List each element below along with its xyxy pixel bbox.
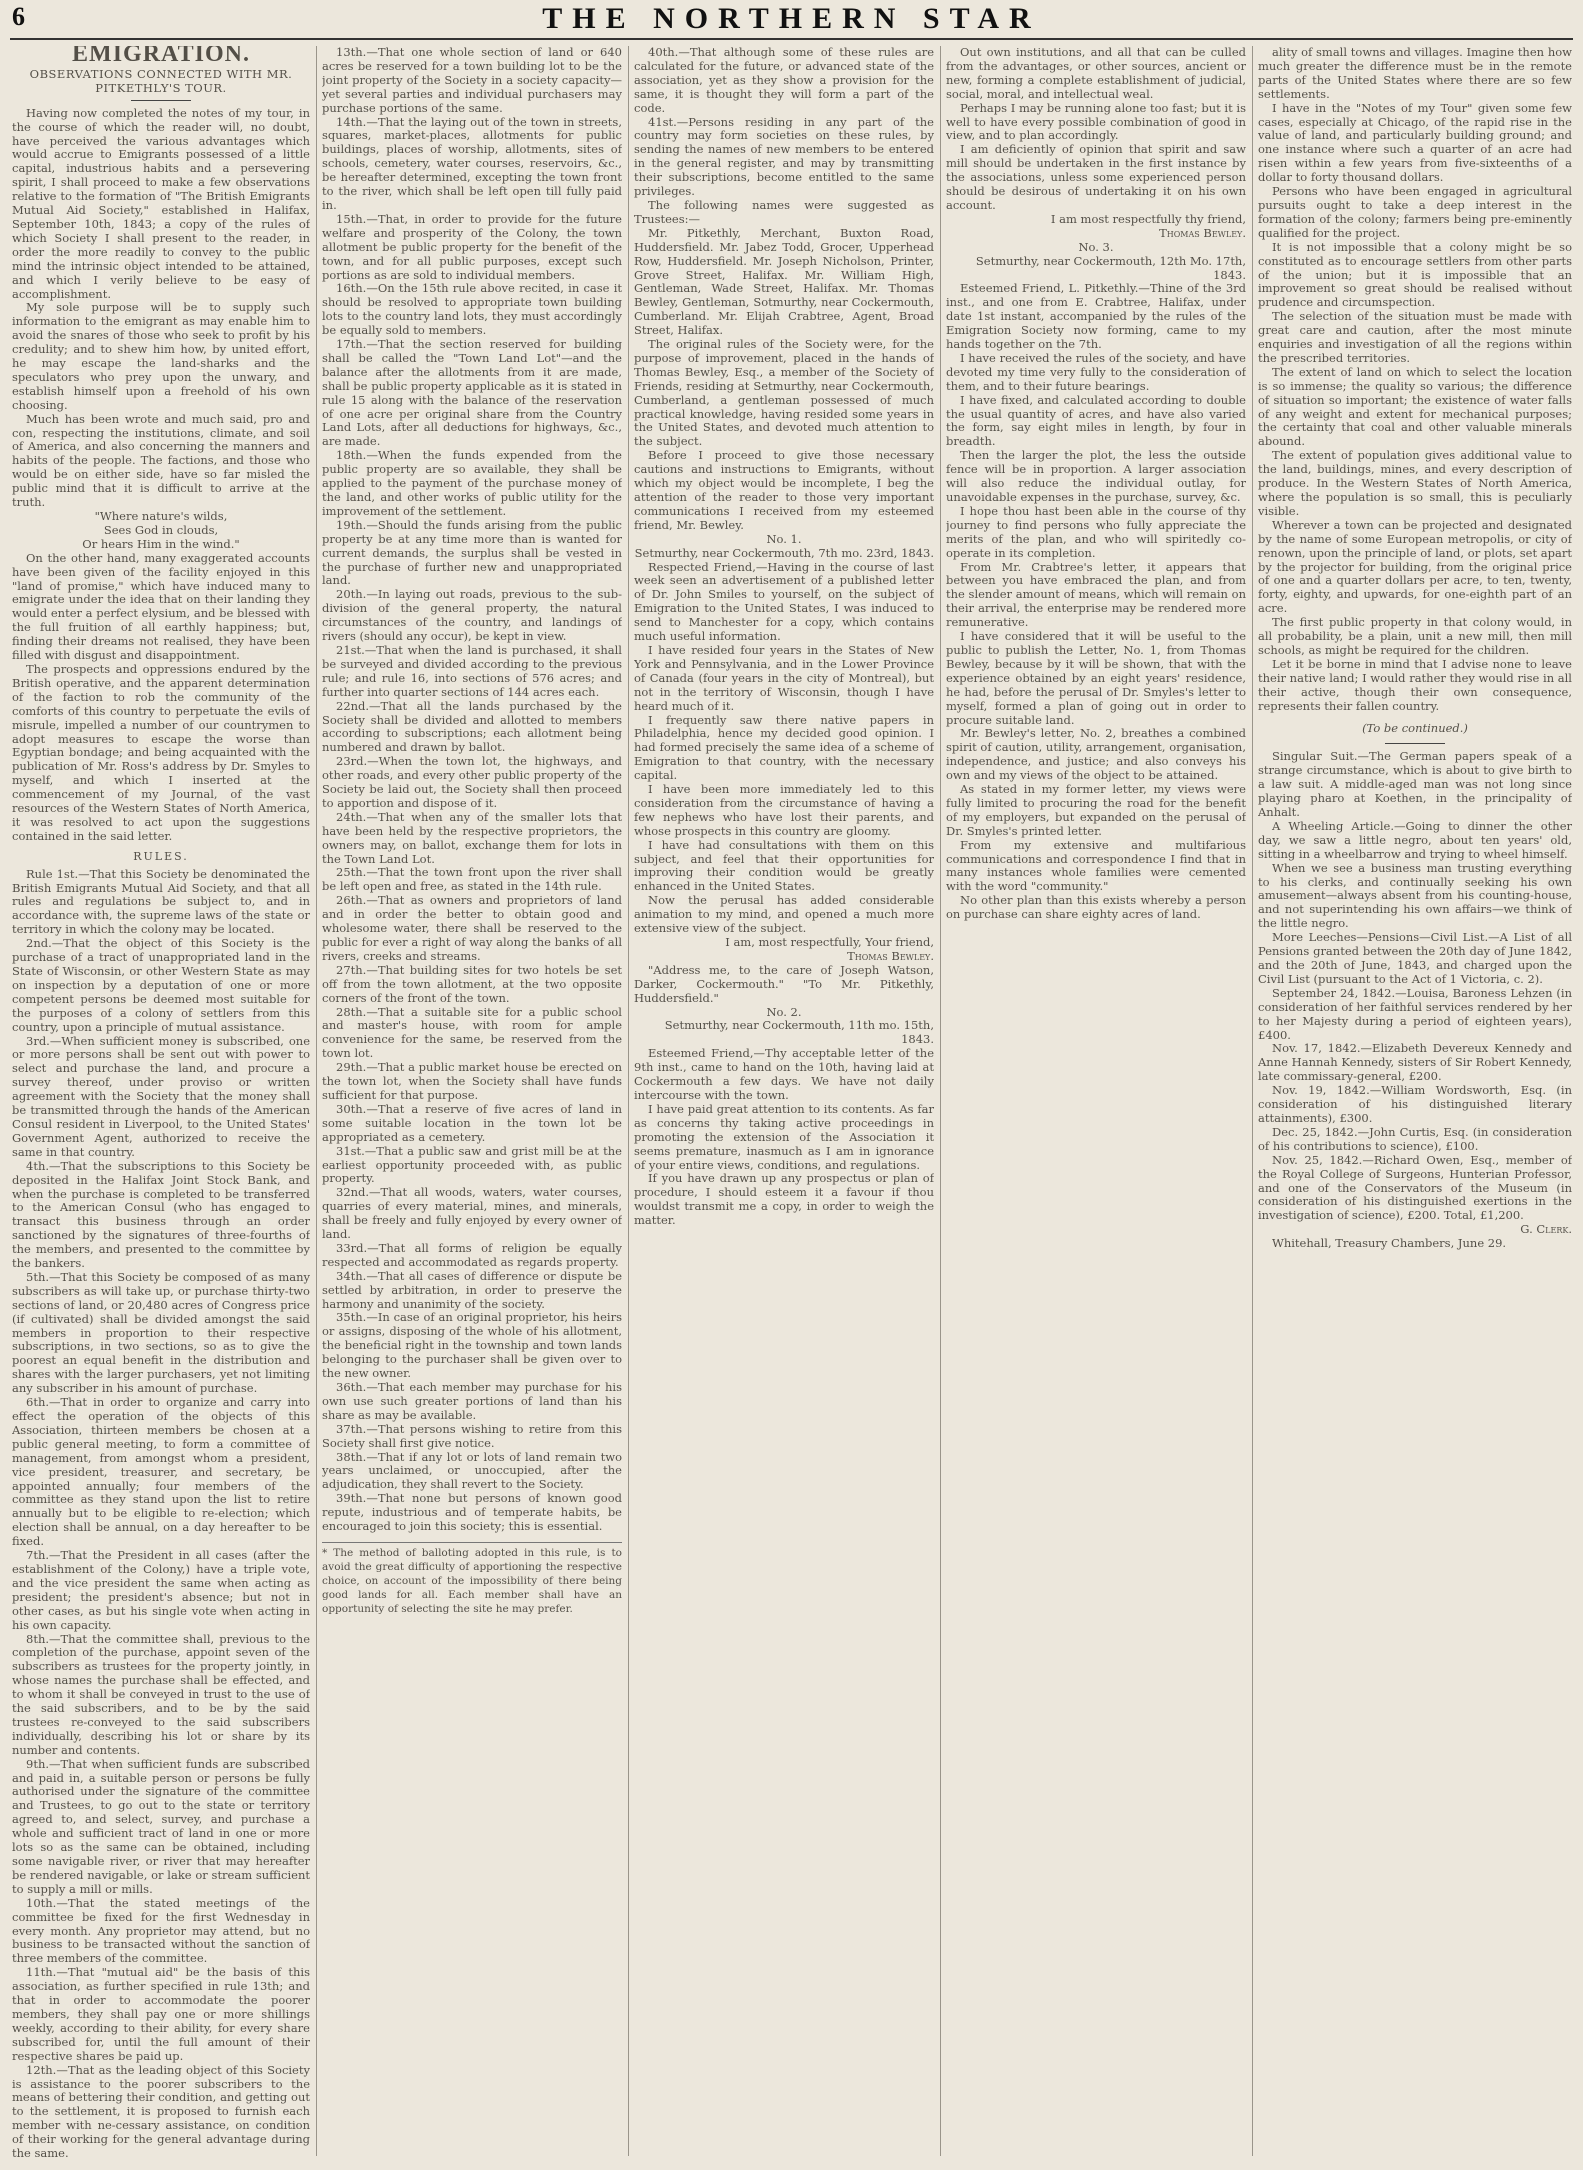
rule-item: 9th.—That when sufficient funds are subscribed and paid in, a suitable person or persons be fully authorised under the signature of the committee and Trustees, to go out to the state or territory agreed to, and select, survey, and purchase a whole and sufficient tract of land in one or more lots so as the same can be obtained, including some navigable river, or river that may hereafter be rendered navigable, or lake or stream sufficient to supply a mill or mills. bbox=[12, 1756, 310, 1896]
paragraph: My sole purpose will be to supply such information to the emigrant as may enable him to avoid the snares of those who seek to profit by his credulity; and to shew him how, by united effort, he may escape the land-sharks and the speculators who prey upon the unwary, and establish himself upon a freehold of his own choosing. bbox=[12, 300, 310, 412]
rule-item: 27th.—That building sites for two hotels be set off from the town allotment, at the two opposite corners of the front of the town. bbox=[322, 962, 622, 1005]
column-3 bbox=[634, 46, 934, 2160]
rule-item: 32nd.—That all woods, waters, water courses, quarries of every material, mines, and minerals, shall be freely and fully enjoyed by every owner of land. bbox=[322, 1185, 622, 1242]
letter-closing: I am, most respectfully, Your friend, bbox=[725, 935, 934, 949]
footnote: * The method of balloting adopted in this rule, is to avoid the great difficulty of apportioning the respective choice, on account of the impossibility of there being good lands for all. Each member shall have an opportunity of selecting the site he may prefer. bbox=[322, 1542, 622, 1617]
rule-item: 7th.—That the President in all cases (after the establishment of the Colony,) have a triple vote, and the vice president the same when acting as president; the president's absence; but not in other cases, as but his single vote when acting in his own capacity. bbox=[12, 1548, 310, 1632]
paragraph: The selection of the situation must be made with great care and caution, after the most minute enquiries and investigation of all the regions within the prescribed territories. bbox=[1258, 309, 1572, 365]
rule-item: 33rd.—That all forms of religion be equally respected and accommodated as regards property. bbox=[322, 1240, 622, 1269]
letter-paragraph: I frequently saw there native papers in Philadelphia, hence my decided good opinion. I had formed precisely the same idea of a scheme of Emigration to that country, with the necessary capital. bbox=[634, 712, 934, 783]
paragraph: It is not impossible that a colony might be so constituted as to encourage settlers from other parts of the union; but it is impossible that an improvement so great should be realised without prudence and circumspection. bbox=[1258, 239, 1572, 310]
column-1 bbox=[12, 46, 310, 2160]
letter-paragraph: From Mr. Crabtree's letter, it appears that between you have embraced the plan, and from the slender amount of means, which will remain on their arrival, the enterprise may be rendered more remunerative. bbox=[946, 559, 1246, 630]
letter-paragraph: If you have drawn up any prospectus or plan of procedure, I should esteem it a favour if thou wouldst transmit me a copy, in order to weigh the matter. bbox=[634, 1171, 934, 1228]
letter-paragraph: Esteemed Friend,—Thy acceptable letter of the 9th inst., came to hand on the 10th, having laid at Cockermouth a few days. We have not daily intercourse with the town. bbox=[634, 1046, 934, 1102]
rule-item: 34th.—That all cases of difference or dispute be settled by arbitration, in order to preserve the harmony and unanimity of the society. bbox=[322, 1268, 622, 1311]
rule-item: 35th.—In case of an original proprietor, his heirs or assigns, disposing of the whole of his allotment, the beneficial right in the township and town lands belonging to the purchaser shall be given over to the new owner. bbox=[322, 1310, 622, 1381]
paragraph: I have considered that it will be useful to the public to publish the Letter, No. 1, from Thomas Bewley, because by it will be shown, that with the experience obtained by an eight years' residence, he had, before the perusal of Dr. Smyles's letter to myself, formed a plan of going out in order to procure suitable land. bbox=[946, 629, 1246, 727]
pension-entry: Dec. 25, 1842.—John Curtis, Esq. (in consideration of his contributions to science), £100. bbox=[1258, 1124, 1572, 1153]
paragraph: Much has been wrote and much said, pro and con, respecting the institutions, climate, and soil of America, and also concerning the manners and habits of the people. The factions, and those who would be on either side, have so far misled the public mind that it is difficult to arrive at the truth. bbox=[12, 411, 310, 510]
rule-item: 6th.—That in order to organize and carry into effect the operation of the objects of this Association, thirteen members be chosen at a public general meeting, to form a committee of management, from amongst whom a president, vice president, treasurer, and secretary, be appointed annually; four members of the committee as they stand upon the list to retire annually but to be eligible to re-election; which election shall be annual, on a day hereafter to be fixed. bbox=[12, 1395, 310, 1549]
rule-item: 31st.—That a public saw and grist mill be at the earliest opportunity proceeded with, as public property. bbox=[322, 1143, 622, 1186]
column-5 bbox=[1258, 46, 1572, 2160]
rule-item: 12th.—That as the leading object of this Society is assistance to the poorer subscribers to the means of bettering their condition, and getting out to the settlement, it is proposed to furnish each member with ne-cessary assistance, on condition of their working for the general advantage during the same. bbox=[12, 2062, 310, 2160]
rule-item: 19th.—Should the funds arising from the public property be at any time more than is wanted for current demands, the surplus shall be vested in the purchase of further new and unappropriated land. bbox=[322, 517, 622, 588]
section-heading: EMIGRATION. bbox=[72, 46, 250, 67]
paragraph: As stated in my former letter, my views were fully limited to procuring the road for the benefit of my employers, but expanded on the perusal of Dr. Smyles's printed letter. bbox=[946, 782, 1246, 838]
dateline: Whitehall, Treasury Chambers, June 29. bbox=[1272, 1236, 1507, 1251]
letter-dateline: Setmurthy, near Cockermouth, 7th mo. 23rd, 1843. bbox=[634, 545, 934, 560]
letter-paragraph: I have had consultations with them on this subject, and feel that their opportunities for improving their condition would be greatly enhanced in the United States. bbox=[634, 837, 934, 894]
pension-entry: Nov. 19, 1842.—William Wordsworth, Esq. (in consideration of his distinguished literary attainments), £300. bbox=[1258, 1083, 1572, 1125]
rule-item: 22nd.—That all the lands purchased by the Society shall be divided and allotted to members according to subscriptions; each allotment being numbered and drawn by ballot. bbox=[322, 698, 622, 755]
letter-paragraph: I have been more immediately led to this consideration from the circumstance of having a few nephews who have lost their parents, and whose prospects in this country are gloomy. bbox=[634, 782, 934, 838]
column-separator bbox=[628, 46, 629, 2156]
rule-item: 5th.—That this Society be composed of as many subscribers as will take up, or purchase thirty-two sections of land, or 20,480 acres of Congress price (if cultivated) shall be divided amongst the said members in proportion to their respective subscriptions, in two sections, so as to give the poorest an equal benefit in the distribution and shares with the larger purchasers, yet not limiting any subscriber in his amount of purchase. bbox=[12, 1269, 310, 1396]
rule-item: 36th.—That each member may purchase for his own use such greater portions of land than his share as may be available. bbox=[322, 1380, 622, 1422]
letter-paragraph: Perhaps I may be running alone too fast; but it is well to have every possible combination of good in view, and to plan accordingly. bbox=[946, 100, 1246, 143]
rule-item: 26th.—That as owners and proprietors of land and in order the better to obtain good and wholesome water, there shall be reserved to the public for ever a right of way along the banks of all rivers, creeks and streams. bbox=[322, 893, 622, 963]
letter-paragraph: I am deficiently of opinion that spirit and saw mill should be undertaken in the first instance by the associations, unless some experienced person should be desirous of undertaking it on his own account. bbox=[946, 142, 1246, 212]
paragraph: ality of small towns and villages. Imagine then how much greater the difference must be in the remote parts of the United States where there are so few settlements. bbox=[1258, 46, 1572, 101]
column-separator bbox=[1252, 46, 1253, 2156]
rule-item: 10th.—That the stated meetings of the committee be fixed for the first Wednesday in every month. Any proprietor may attend, but no business to be transacted without the sanction of three members of the committee. bbox=[12, 1895, 310, 1966]
verse-line: Sees God in clouds, bbox=[103, 522, 219, 537]
news-item: More Leeches—Pensions—Civil List.—A List of all Pensions granted between the 20th day of June 1842, and the 20th of June, 1843, and charged upon the Civil List (pursuant to the Act of 1 Victoria, c. 2). bbox=[1258, 930, 1572, 986]
rule-item: 20th.—In laying out roads, previous to the sub-division of the general property, the natural circumstances of the country, and landings of rivers (should any occur), be kept in view. bbox=[322, 587, 622, 644]
rule-item: 15th.—That, in order to provide for the future welfare and prosperity of the Colony, the town allotment be public property for the benefit of the town, and for all public purposes, except such portions as are sold to individual members. bbox=[322, 211, 622, 282]
pension-entry: Nov. 25, 1842.—Richard Owen, Esq., member of the Royal College of Surgeons, Hunterian Professor, and one of the Conservators of the Museum (in consideration of his distinguished exertions in the investigation of science), £200. Total, £1,200. bbox=[1258, 1152, 1572, 1223]
news-item: A Wheeling Article.—Going to dinner the other day, we saw a little negro, about ten years' old, sitting in a wheelbarrow and trying to wheel himself. bbox=[1258, 818, 1572, 861]
letter-number: No. 1. bbox=[766, 531, 802, 546]
news-item: When we see a business man trusting everything to his clerks, and continually seeking his own amusement—always absent from his counting-house, and not superintending his own affairs—we think of the little negro. bbox=[1258, 860, 1572, 931]
column-separator bbox=[940, 46, 941, 2156]
rule-item: 11th.—That "mutual aid" be the basis of this association, as further specified in rule 13th; and that in order to accommodate the poorer members, they shall pay one or more shillings weekly, according to their ability, for every share subscribed for, until the full amount of their respective shares be paid up. bbox=[12, 1965, 310, 2063]
paragraph: Wherever a town can be projected and designated by the name of some European metropolis, or city of renown, upon the principle of land, or plots, set apart by the projector for building, from the original price of one and a quarter dollars per acre, to ten, twenty, forty, eighty, and upwards, for one-eighth part of an acre. bbox=[1258, 517, 1572, 616]
news-item: Singular Suit.—The German papers speak of a strange circumstance, which is about to give birth to a law suit. A middle-aged man was not long since playing pharo at Koethen, in the principality of Anhalt. bbox=[1258, 749, 1572, 820]
verse-line: Or hears Him in the wind." bbox=[82, 536, 240, 551]
rule-item: 21st.—That when the land is purchased, it shall be surveyed and divided according to the previous rule; and rule 16, into sections of 576 acres; and further into quarter sections of 144 acres each. bbox=[322, 642, 622, 699]
page-number: 6 bbox=[12, 2, 25, 31]
letter-signature: Thomas Bewley. bbox=[847, 948, 934, 963]
letter-paragraph: I have fixed, and calculated according to double the usual quantity of acres, and have also varied the form, say eight miles in length, by four in breadth. bbox=[946, 392, 1246, 449]
paragraph: The following names were suggested as Trustees:— bbox=[634, 197, 934, 226]
letter-paragraph: I hope thou hast been able in the course of thy journey to find persons who fully appreciate the merits of the plan, and who will spiritedly co-operate in its completion. bbox=[946, 503, 1246, 560]
paragraph: The extent of population gives additional value to the land, buildings, mines, and every description of produce. In the Western States of North America, where the population is so small, this is peculiarly visible. bbox=[1258, 448, 1572, 518]
rule-item: 23rd.—When the town lot, the highways, and other roads, and every other public property of the Society be laid out, the Society shall then proceed to apportion and dispose of it. bbox=[322, 754, 622, 810]
rule-item: 14th.—That the laying out of the town in streets, squares, market-places, allotments for public buildings, places of worship, allotments, sites of schools, cemetery, water courses, reservoirs, &c., be hereafter determined, excepting the town front to the river, which shall be left open till fully paid in. bbox=[322, 114, 622, 212]
letter-dateline: Setmurthy, near Cockermouth, 12th Mo. 17th, 1843. bbox=[975, 253, 1246, 282]
paragraph: The prospects and oppressions endured by the British operative, and the apparent determination of the faction to rob the community of the comforts of this country to perpetuate the evils of misrule, impelled a number of our countrymen to adopt measures to escape the worse than Egyptian bondage; and being acquainted with the publication of Mr. Ross's address by Dr. Smyles to myself, and which I inserted at the commencement of my Journal, of the vast resources of the Western States of North America, it was resolved to act upon the suggestions contained in the said letter. bbox=[12, 661, 310, 843]
paragraph: No other plan than this exists whereby a person on purchase can share eighty acres of land. bbox=[946, 893, 1246, 922]
letter-closing: I am most respectfully thy friend, bbox=[1050, 211, 1246, 226]
divider bbox=[131, 100, 191, 101]
paragraph: Persons who have been engaged in agricultural pursuits ought to take a deep interest in the formation of the colony; farmers being pre-eminently qualified for the project. bbox=[1258, 184, 1572, 240]
rules-heading: RULES. bbox=[133, 849, 189, 863]
rule-item: Rule 1st.—That this Society be denominated the British Emigrants Mutual Aid Society, and that all rules and regulations be subject to, and in accordance with, the supreme laws of the state or territory in which the colony may be located. bbox=[12, 866, 310, 937]
letter-signature: Thomas Bewley. bbox=[1159, 225, 1246, 240]
paragraph: Before I proceed to give those necessary cautions and instructions to Emigrants, without which my object would be incomplete, I beg the attention of the reader to those very important communications I received from my esteemed friend, Mr. Bewley. bbox=[634, 448, 934, 532]
paragraph: The original rules of the Society were, for the purpose of improvement, placed in the hands of Thomas Bewley, Esq., a member of the Society of Friends, residing at Setmurthy, near Cockermouth, Cumberland, a gentleman possessed of much practical knowledge, having resided some years in the United States, and devoted much attention to the subject. bbox=[634, 337, 934, 449]
letter-paragraph: Esteemed Friend, L. Pitkethly.—Thine of the 3rd inst., and one from E. Crabtree, Halifax, under date 1st instant, accompanied by the rules of the Emigration Society now forming, came to my hands together on the 7th. bbox=[946, 281, 1246, 352]
pension-entry: September 24, 1842.—Louisa, Baroness Lehzen (in consideration of her faithful services rendered by her to her Majesty during a period of eighteen years), £400. bbox=[1258, 985, 1572, 1042]
rule-item: 2nd.—That the object of this Society is the purchase of a tract of unappropriated land in the State of Wisconsin, or other Western State as may on inspection by a deputation of one or more competent persons be deemed most suitable for the purposes of a colony of settlers from this country, upon a principle of mutual assistance. bbox=[12, 936, 310, 1034]
divider bbox=[1385, 743, 1445, 744]
letter-paragraph: Respected Friend,—Having in the course of last week seen an advertisement of a published letter of Dr. John Smiles to yourself, on the subject of Emigration to the United States, I was induced to send to Manchester for a copy, which contains much useful information. bbox=[634, 559, 934, 644]
trustee-names: Mr. Pitkethly, Merchant, Buxton Road, Huddersfield. Mr. Jabez Todd, Grocer, Upperhead Row, Huddersfield. Mr. Joseph Nicholson, Printer, Grove Street, Halifax. Mr. William High, Gentleman, Wade Street, Halifax. Mr. Thomas Bewley, Gentleman, Sotmurthy, near Cockermouth, Cumberland. Mr. Elijah Crabtree, Agent, Broad Street, Halifax. bbox=[634, 225, 934, 338]
masthead bbox=[0, 0, 1583, 40]
letter-number: No. 3. bbox=[1078, 239, 1114, 254]
paragraph: From my extensive and multifarious communications and correspondence I find that in many instances whole families were cemented with the word "community." bbox=[946, 837, 1246, 894]
letter-address: "Address me, to the care of Joseph Watson, Darker, Cockermouth." "To Mr. Pitkethly, Huddersfield." bbox=[634, 962, 934, 1005]
paragraph: I have in the "Notes of my Tour" given some few cases, especially at Chicago, of the rapid rise in the value of land, and particularly building ground; and one instance where such a quarter of an acre had risen within a few years from five-sixteenths of a dollar to forty thousand dollars. bbox=[1258, 100, 1572, 185]
rule-item: 25th.—That the town front upon the river shall be left open and free, as stated in the 14th rule. bbox=[322, 865, 622, 894]
paragraph: Having now completed the notes of my tour, in the course of which the reader will, no doubt, have perceived the various advantages which would accrue to Emigrants possessed of a little capital, industrious habits and a persevering spirit, I shall proceed to make a few observations relative to the formation of "The British Emigrants Mutual Aid Society," established in Halifax, September 10th, 1843; a copy of the rules of which Society I shall present to the reader, in order the more readily to convey to the public mind the intrinsic object intended to be attained, and which I verily believe to be easy of accomplishment. bbox=[12, 105, 310, 301]
rule-item: 28th.—That a suitable site for a public school and master's house, with room for ample convenience for the same, be reserved from the town lot. bbox=[322, 1004, 622, 1061]
letter-paragraph: I have received the rules of the society, and have devoted my time very fully to the consideration of them, and to their future bearings. bbox=[946, 350, 1246, 393]
rule-item: 4th.—That the subscriptions to this Society be deposited in the Halifax Joint Stock Bank, and when the purchase is completed to be transferred to the American Consul (who has engaged to transact this business through an order sanctioned by the signatures of three-fourths of the members, and presented to the committee by the bankers. bbox=[12, 1158, 310, 1271]
pension-entry: Nov. 17, 1842.—Elizabeth Devereux Kennedy and Anne Hannah Kennedy, sisters of Sir Robert Kennedy, late commissary-general, £200. bbox=[1258, 1041, 1572, 1084]
paragraph: Let it be borne in mind that I advise none to leave their native land; I would rather they would rise in all their active, though their own consequence, represents their fallen country. bbox=[1258, 656, 1572, 713]
rule-item: 30th.—That a reserve of five acres of land in some suitable location in the town lot be appropriated as a cemetery. bbox=[322, 1101, 622, 1144]
rule-item: 13th.—That one whole section of land or 640 acres be reserved for a town building lot to be the joint property of the Society in a society capacity—yet several parties and individual purchasers may purchase portions of the same. bbox=[322, 46, 622, 115]
rule-item: 40th.—That although some of these rules are calculated for the future, or advanced state of the association, yet as they show a provision for the same, it is thought they will form a part of the code. bbox=[634, 46, 934, 115]
rule-item: 41st.—Persons residing in any part of the country may form societies on these rules, by sending the names of new members to be entered in the general register, and may by transmitting their subscriptions, become entitled to the same privileges. bbox=[634, 114, 934, 199]
letter-paragraph: I have paid great attention to its contents. As far as concerns thy taking active proceedings in promoting the extension of the Association it seems premature, inasmuch as I am in ignorance of your entire views, conditions, and regulations. bbox=[634, 1101, 934, 1172]
letter-dateline: Setmurthy, near Cockermouth, 11th mo. 15th, 1843. bbox=[664, 1018, 934, 1047]
rule-item: 17th.—That the section reserved for building shall be called the "Town Land Lot"—and the balance after the allotments from it are made, shall be public property applicable as it is stated in rule 15 along with the balance of the reservation of one acre per original share from the Country Land Lots, after all deductions for highways, &c., are made. bbox=[322, 337, 622, 449]
column-separator bbox=[316, 46, 317, 2156]
newspaper-title: THE NORTHERN STAR bbox=[542, 2, 1041, 35]
paragraph: On the other hand, many exaggerated accounts have been given of the facility enjoyed in this "land of promise," which have induced many to emigrate under the idea that on their landing they would enter a perfect elysium, and be blessed with the full fruition of all earthly happiness; but, finding their dreams not realised, they have been filled with disgust and disappointment. bbox=[12, 550, 310, 663]
column-2 bbox=[322, 46, 622, 2160]
rule-item: 16th.—On the 15th rule above recited, in case it should be resolved to appropriate town building lots to the country land lots, they must accordingly be equally sold to members. bbox=[322, 281, 622, 338]
masthead-rule bbox=[10, 38, 1573, 40]
verse-line: "Where nature's wilds, bbox=[94, 509, 228, 523]
rule-item: 39th.—That none but persons of known good repute, industrious and of temperate habits, be encouraged to join this society; this is essential. bbox=[322, 1491, 622, 1534]
letter-paragraph: Now the perusal has added considerable animation to my mind, and opened a much more extensive view of the subject. bbox=[634, 893, 934, 936]
rule-item: 18th.—When the funds expended from the public property are so available, they shall be applied to the payment of the purchase money of the land, and other works of public utility for the improvement of the settlement. bbox=[322, 448, 622, 518]
rule-item: 37th.—That persons wishing to retire from this Society shall first give notice. bbox=[322, 1421, 622, 1450]
letter-paragraph: I have resided four years in the States of New York and Pennsylvania, and in the Lower Province of Canada (four years in the city of Montreal), but not in the territory of Wisconsin, though I have heard much of it. bbox=[634, 642, 934, 713]
letter-paragraph: Out own institutions, and all that can be culled from the advantages, or other sources, ancient or new, forming a complete establishment of judicial, social, moral, and intellectual weal. bbox=[946, 46, 1246, 101]
article-subheading: OBSERVATIONS CONNECTED WITH MR. PITKETHLY'S TOUR. bbox=[29, 66, 293, 95]
paragraph: Mr. Bewley's letter, No. 2, breathes a combined spirit of caution, utility, arrangement, organisation, independence, and justice; and also conveys his own and my views of the object to be attained. bbox=[946, 726, 1246, 783]
rule-item: 8th.—That the committee shall, previous to the completion of the purchase, appoint seven of the subscribers as trustees for the property jointly, in whose names the purchase shall be effected, and to whom it shall be conveyed in trust to the use of the said subscribers, and to be by the said trustees re-conveyed to the said subscribers individually, describing his lot or share by its number and contents. bbox=[12, 1631, 310, 1757]
letter-paragraph: Then the larger the plot, the less the outside fence will be in proportion. A larger association will also reduce the individual outlay, for unavoidable expenses in the purchase, survey, &c. bbox=[946, 448, 1246, 504]
rule-item: 24th.—That when any of the smaller lots that have been held by the respective proprietors, the owners may, on ballot, exchange them for lots in the Town Land Lot. bbox=[322, 809, 622, 866]
paragraph: The first public property in that colony would, in all probability, be a plain, unit a new mill, then mill schools, as might be required for the children. bbox=[1258, 615, 1572, 657]
paragraph: The extent of land on which to select the location is so immense; the quality so various; the difference of situation so important; the existence of water falls of any weight and extent for mechanical purposes; the certainty that coal and other valuable minerals abound. bbox=[1258, 364, 1572, 449]
letter-number: No. 2. bbox=[766, 1004, 802, 1019]
rule-item: 38th.—That if any lot or lots of land remain two years unclaimed, or unoccupied, after the adjudication, they shall revert to the Society. bbox=[322, 1449, 622, 1492]
signature: G. Clerk. bbox=[1520, 1222, 1572, 1237]
rule-item: 29th.—That a public market house be erected on the town lot, when the Society shall have funds sufficient for that purpose. bbox=[322, 1060, 622, 1102]
rule-item: 3rd.—When sufficient money is subscribed, one or more persons shall be sent out with power to select and purchase the land, and procure a survey thereof, under proviso or written agreement with the Society that the money shall be transmitted through the hands of the American Consul resident in Liverpool, to the United States' Government Agent, authorized to receive the same in that country. bbox=[12, 1033, 310, 1159]
to-be-continued: (To be continued.) bbox=[1362, 720, 1468, 735]
column-4 bbox=[946, 46, 1246, 2160]
